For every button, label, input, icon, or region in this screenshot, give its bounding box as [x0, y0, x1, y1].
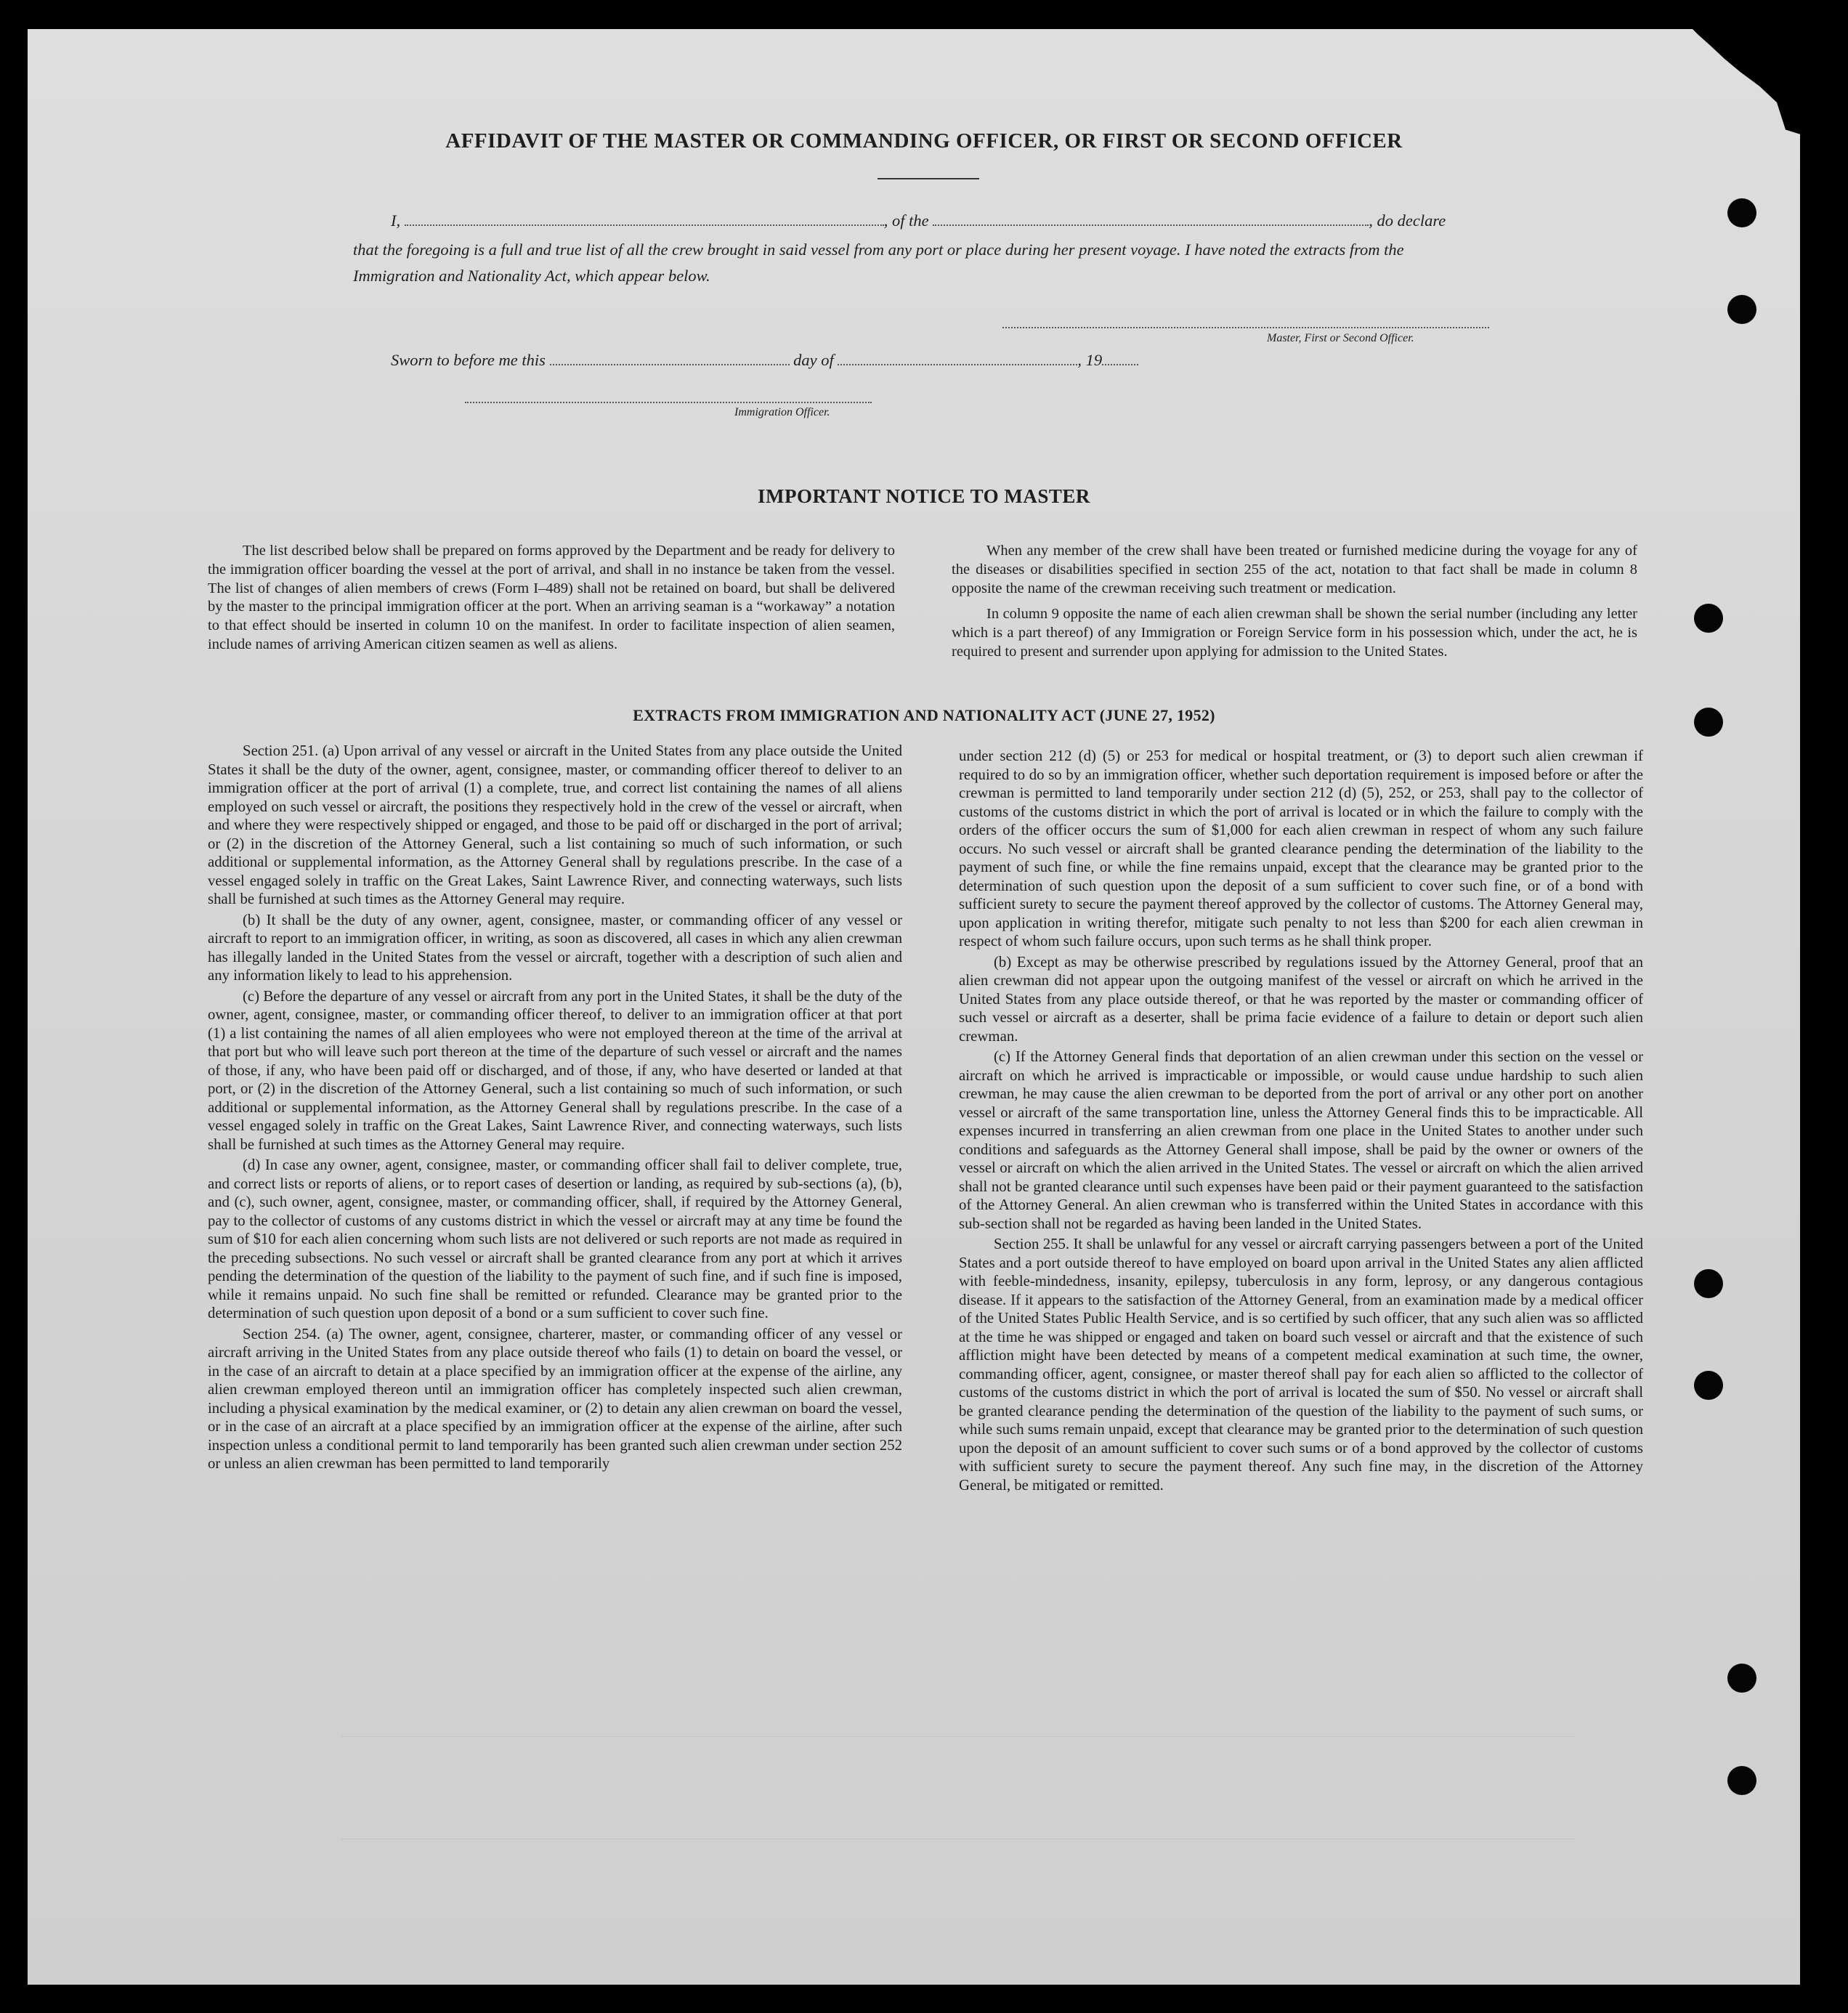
section-254-c: (c) If the Attorney General finds that deportation of an alien crewman under this section on the vessel or aircraft on which he arrived is impracticable or impossible, or would cause undue hardship to such alien crewman, he may cause the alien crewman to be deported from the port of arrival or any other port on another vessel or aircraft of the same transportation line, unless the Attorney General finds this to be impracticable. All expenses incurred in transferring an alien crewman from one place in the United States to another under such conditions and safeguards as the Attorney General shall impose, shall be paid by the owner or owners of the vessel or aircraft on which the alien arrived in the United States. The vessel or aircraft on which the alien arrived shall not be granted clearance until such expenses have been paid or their payment guaranteed to the satisfaction of the Attorney General. An alien crewman who is transferred within the United States in accordance with this sub-section shall not be regarded as having been landed in the United States.	[959, 1048, 1643, 1232]
master-signature-line[interactable]	[1002, 327, 1489, 328]
extracts-right-column	[959, 747, 1643, 1496]
year-blank[interactable]	[1102, 354, 1138, 365]
extracts-left-column	[208, 742, 902, 1475]
affidavit-title: AFFIDAVIT OF THE MASTER OR COMMANDING OFFICER, OR FIRST OR SECOND OFFICER	[445, 129, 1403, 153]
officer-caption: Immigration Officer.	[734, 406, 830, 418]
sworn-month-blank[interactable]	[838, 354, 1077, 365]
title-rule	[878, 178, 979, 179]
punch-hole	[1727, 198, 1756, 227]
sworn-day-blank[interactable]	[550, 354, 790, 365]
sworn-line: Sworn to before me this day of , 19	[391, 347, 1263, 373]
notice-title: IMPORTANT NOTICE TO MASTER	[758, 485, 1090, 507]
punch-hole	[1727, 295, 1756, 324]
notice-paragraph: The list described below shall be prepared on forms approved by the Department and be ready for delivery to the immigration officer boarding the vessel at the port of arrival, and shall in no instance be taken from the vessel. The list of changes of alien members of crews (Form I–489) shall not be retained on board, but shall be delivered by the master to the principal immigration officer at the port. When an arriving seaman is a “workaway” a notation to that effect should be inserted in column 10 on the manifest. In order to facilitate inspection of alien seamen, include names of arriving American citizen seamen as well as aliens.	[208, 543, 895, 652]
vessel-blank[interactable]	[933, 214, 1369, 226]
torn-corner	[1629, 26, 1803, 135]
master-caption: Master, First or Second Officer.	[1267, 332, 1414, 344]
punch-hole	[1694, 1269, 1723, 1298]
punch-hole	[1694, 604, 1723, 633]
punch-hole	[1694, 1371, 1723, 1400]
declaration-text: that the foregoing is a full and true list of all the crew brought in said vessel from any port or place during her present voyage. I have noted the extracts from the Immigration and Nationality Act, which appear below.	[353, 240, 1404, 285]
declarant-label: I,	[391, 211, 401, 230]
section-254-b: (b) Except as may be otherwise prescribed by regulations issued by the Attorney General, proof that an alien crewman did not appear upon the outgoing manifest of the vessel or aircraft on which he arrived in the United States from any place outside thereof, or that he was reported by the master or commanding officer of such vessel or aircraft as a deserter, shall be prima facie evidence of a failure to detain or deport such alien crewman.	[959, 953, 1643, 1045]
of-the-label: , of the	[883, 211, 929, 230]
section-255: Section 255. It shall be unlawful for any vessel or aircraft carrying passengers between a port of the United States and a port outside thereof to have employed on board upon arrival in the United States any alien afflicted with feeble-mindedness, insanity, epilepsy, tuberculosis in any form, leprosy, or any dangerous contagious disease. If it appears to the satisfaction of the Attorney General, from an examination made by a medical officer of the United States Public Health Service, and is so certified by such officer, that any such alien was so afflicted at the time he was shipped or engaged and taken on board such vessel or aircraft and that the existence of such affliction might have been detected by means of a competent medical examination at such time, the owner, commanding officer, agent, consignee, or master thereof shall pay for each alien so afflicted to the collector of customs of the customs district in which the port of arrival is located the sum of $50. No vessel or aircraft shall be granted clearance pending the determination of the question of the liability to the payment of such sums, or while such sums remain unpaid, except that clearance may be granted prior to the determination of such question upon the deposit of an amount sufficient to cover such sums or of a bond approved by the collector of customs with sufficient surety to secure the payment thereof. Any such fine may, in the discretion of the Attorney General, be mitigated or remitted.	[959, 1236, 1643, 1494]
notice-paragraph: In column 9 opposite the name of each alien crewman shall be shown the serial number (including any letter which is a part thereof) of any Immigration or Foreign Service form in his possession which, under the act, he is required to present and surrender upon applying for admission to the United States.	[952, 606, 1637, 660]
notice-right-column	[952, 542, 1637, 669]
day-of-label: day of	[793, 351, 834, 369]
year-label: 19	[1085, 351, 1103, 369]
section-254-a: Section 254. (a) The owner, agent, consignee, charterer, master, or commanding officer of any vessel or aircraft arriving in the United States from any place outside thereof who fails (1) to detain on board the vessel, or in the case of an aircraft to detain at a place specified by an immigration officer at the expense of the airline, any alien crewman employed thereon until an immigration officer has completely inspected such alien crewman, including a physical examination by the medical examiner, or (2) to detain any alien crewman on board the vessel, or in the case of an aircraft at a place specified by an immigration officer at the expense of the airline, after such inspection unless a conditional permit to land temporarily has been granted such alien crewman under section 252 or unless an alien crewman has been permitted to land temporarily	[208, 1325, 902, 1472]
extracts-title: EXTRACTS FROM IMMIGRATION AND NATIONALITY ACT (JUNE 27, 1952)	[633, 706, 1215, 724]
officer-signature-line[interactable]	[465, 402, 872, 403]
section-254-a-continued: under section 212 (d) (5) or 253 for medical or hospital treatment, or (3) to deport such alien crewman if required to do so by an immigration officer, whether such deportation requirement is imposed before or after the crewman is permitted to land temporarily under section 212 (d) (5), 252, or 253, shall pay to the collector of customs of the customs district in which the port of arrival is located or in which the failure to comply with the orders of the officer occurs the sum of $1,000 for each alien crewman in respect of whom any such failure occurs. No such vessel or aircraft shall be granted clearance pending the determination of the liability to the payment of such fine, or while the fine remains unpaid, except that the clearance may be granted prior to the determination of such question upon the deposit of a sum sufficient to cover such fine, or of a bond with sufficient surety to secure the payment thereof approved by the collector of customs. The Attorney General may, upon application in writing therefor, mitigate such penalty to not less than $200 for each alien crewman in respect of whom such failure occurs, upon such terms as he shall think proper.	[959, 748, 1643, 949]
section-251-c: (c) Before the departure of any vessel or aircraft from any port in the United States, it shall be the duty of the owner, agent, consignee, master, or commanding officer thereof, to deliver to an immigration officer at that port (1) a list containing the names of all alien employees who were not employed thereon at the time of the arrival at that port but who will leave such port thereon at the time of the departure of such vessel or aircraft and the names of those, if any, who have been paid off or discharged, and of those, if any, who have deserted or landed at that port, or (2) in the discretion of the Attorney General, such a list containing so much of such information, or such additional or supplemental information, as the Attorney General shall by regulations prescribe. In the case of a vessel engaged solely in traffic on the Great Lakes, Saint Lawrence River, and connecting waterways, such lists shall be furnished at such times as the Attorney General may require.	[208, 987, 902, 1153]
punch-hole	[1727, 1664, 1756, 1693]
notice-paragraph: When any member of the crew shall have been treated or furnished medicine during the voyage for any of the diseases or disabilities specified in section 255 of the act, notation to that fact shall be made in column 8 opposite the name of the crewman receiving such treatment or medication.	[952, 543, 1637, 596]
sworn-label: Sworn to before me this	[391, 351, 546, 369]
declaration-line	[353, 208, 1486, 234]
section-251-d: (d) In case any owner, agent, consignee, master, or commanding officer shall fail to deliver complete, true, and correct lists or reports of aliens, or to report cases of desertion or landing, as required by sub-sections (a), (b), and (c), such owner, agent, consignee, master, or commanding officer, shall, if required by the Attorney General, pay to the collector of customs of any customs district in which the vessel or aircraft may at any time be found the sum of $10 for each alien concerning whom such lists are not delivered or such reports are not made as required in the preceding subsections. No such vessel or aircraft shall be granted clearance from any port at which it arrives pending the determination of the question of the liability to the payment of such fine, and if such fine is imposed, while it remains unpaid. No such fine shall be remitted or refunded. Clearance may be granted prior to the determination of such question upon deposit of a bond or a sum sufficient to cover such fine.	[208, 1157, 902, 1321]
name-blank[interactable]	[405, 214, 884, 226]
section-251-a: Section 251. (a) Upon arrival of any vessel or aircraft in the United States from any place outside the United States it shall be the duty of the owner, agent, consignee, master, or commanding officer thereof to deliver to an immigration officer at the port of arrival (1) a complete, true, and correct list containing the names of all aliens employed on such vessel or aircraft, the positions they respectively hold in the crew of the vessel or aircraft, when and where they were respectively shipped or engaged, and those to be paid off or discharged in the port of arrival; or (2) in the discretion of the Attorney General, such a list containing so much of such information, or such additional or supplemental information, as the Attorney General shall by regulations prescribe. In the case of a vessel engaged solely in traffic on the Great Lakes, Saint Lawrence River, and connecting waterways, such lists shall be furnished at such times as the Attorney General may require.	[208, 742, 902, 907]
bleed-through-marks	[341, 1736, 1576, 1839]
notice-left-column	[208, 542, 895, 662]
section-251-b: (b) It shall be the duty of any owner, agent, consignee, master, or commanding officer of any vessel or aircraft to report to an immigration officer, in writing, as soon as discovered, all cases in which any alien crewman has illegally landed in the United States from the vessel or aircraft, together with a description of such alien and any information likely to lead to his apprehension.	[208, 911, 902, 984]
punch-hole	[1727, 1766, 1756, 1795]
declare-label: , do declare	[1369, 211, 1446, 230]
